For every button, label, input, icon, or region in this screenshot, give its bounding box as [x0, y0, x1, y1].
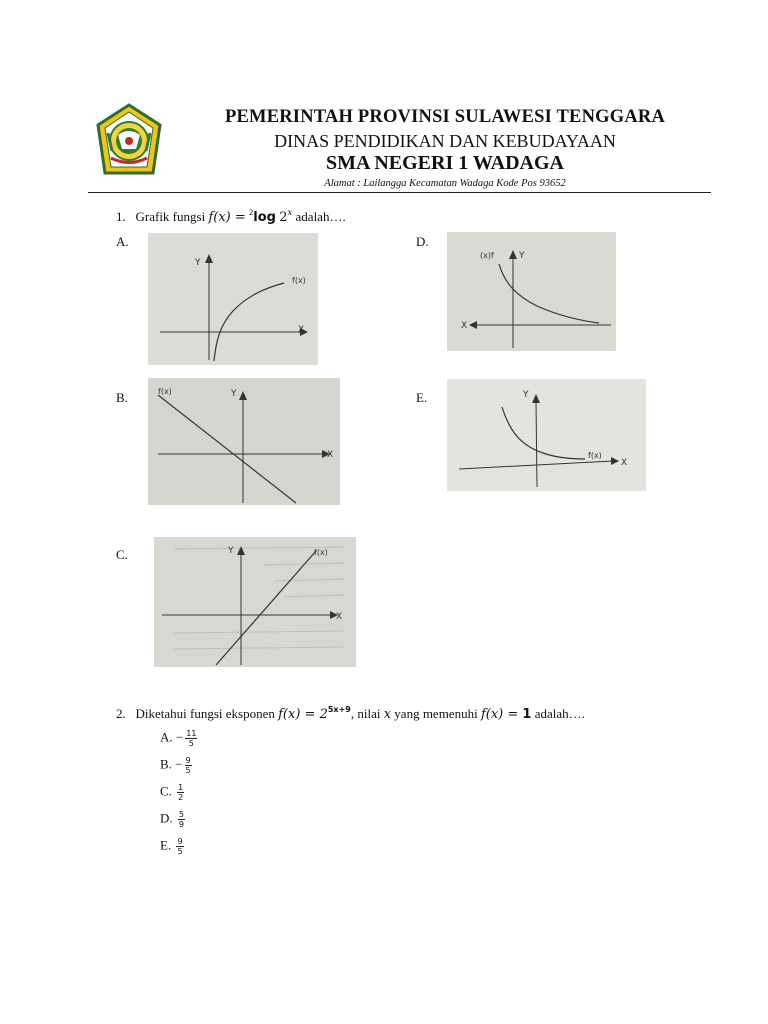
log-arg-exponent: x: [287, 208, 293, 218]
question-number: 2.: [116, 706, 126, 721]
denominator: 5: [185, 766, 191, 775]
question-mid: , nilai: [350, 706, 381, 721]
question-prefix: Grafik fungsi: [135, 209, 206, 224]
x-axis-arrow: [611, 457, 619, 465]
q2-option-c[interactable]: [160, 783, 184, 802]
q1-option-d-letter[interactable]: D.: [416, 234, 429, 249]
graph-e[interactable]: [447, 379, 646, 491]
option-letter: D.: [160, 810, 173, 826]
graph-a[interactable]: [148, 233, 318, 365]
y-axis-label: Y: [519, 251, 525, 261]
question-mid-2: yang memenuhi: [394, 706, 478, 721]
option-letter: B.: [160, 756, 172, 772]
x-axis-label: X: [621, 458, 628, 468]
header-divider: [88, 192, 711, 193]
option-fraction: [185, 729, 197, 748]
q1-option-e-letter[interactable]: E.: [416, 390, 428, 405]
y-axis-label: Y: [228, 546, 234, 556]
header-department: DINAS PENDIDIKAN DAN KEBUDAYAAN: [274, 131, 616, 151]
q1-option-b-letter[interactable]: B.: [116, 390, 128, 405]
function-label: f(x): [588, 451, 602, 460]
numerator: 11: [186, 729, 197, 738]
x-axis-label: X: [336, 612, 343, 622]
y-axis-arrow: [237, 546, 245, 555]
graph-b[interactable]: [148, 378, 340, 505]
option-letter: E.: [160, 837, 172, 853]
condition: f(x) =: [480, 707, 523, 722]
function-curve: [214, 283, 284, 361]
question-suffix: adalah….: [295, 209, 346, 224]
function-label: (x)f: [480, 251, 494, 260]
y-axis: [536, 401, 537, 487]
option-sign: −: [175, 756, 183, 772]
log-word: log: [253, 210, 276, 225]
denominator: 9: [178, 820, 184, 829]
x-axis-label: X: [461, 321, 468, 331]
q2-option-b[interactable]: [160, 756, 192, 775]
numerator: 1: [178, 783, 184, 792]
x-axis-arrow: [469, 321, 477, 329]
function-curve: [502, 407, 585, 459]
q2-option-d[interactable]: [160, 810, 185, 829]
q1-option-c-letter[interactable]: C.: [116, 547, 128, 562]
variable: x: [383, 707, 392, 722]
option-sign: −: [175, 729, 184, 745]
option-fraction: [176, 837, 183, 856]
denominator: 2: [178, 793, 184, 802]
x-axis: [459, 461, 613, 469]
bleed-through-text: [174, 547, 344, 649]
header-address: Alamat : Lailangga Kecamatan Wadaga Kode Pos 93652: [324, 178, 566, 189]
log-arg-base: 2: [279, 210, 288, 225]
graph-c[interactable]: [154, 537, 356, 667]
q2-option-e[interactable]: [160, 837, 184, 856]
x-axis-label: X: [298, 325, 305, 335]
option-letter: C.: [160, 783, 172, 799]
condition-value: 1: [522, 707, 532, 722]
x-axis-label: X: [327, 450, 334, 460]
header-province: PEMERINTAH PROVINSI SULAWESI TENGGARA: [225, 107, 665, 127]
numerator: 9: [185, 756, 191, 765]
question-1: [116, 209, 346, 225]
y-axis-label: Y: [231, 389, 237, 399]
q2-option-a[interactable]: [160, 729, 197, 748]
option-letter: A.: [160, 729, 173, 745]
question-number: 1.: [116, 209, 126, 224]
school-logo: [96, 103, 162, 179]
numerator: 9: [177, 837, 183, 846]
y-axis-arrow: [532, 394, 540, 403]
denominator: 5: [188, 739, 194, 748]
y-axis-label: Y: [195, 258, 201, 268]
function-label: f(x): [158, 387, 172, 396]
function-line: [158, 395, 296, 503]
q1-option-a-letter[interactable]: A.: [116, 234, 129, 249]
y-axis-arrow: [239, 391, 247, 400]
graph-d[interactable]: [447, 232, 616, 351]
header-school-name: SMA NEGERI 1 WADAGA: [326, 152, 564, 174]
denominator: 5: [177, 847, 183, 856]
y-axis-label: Y: [523, 390, 529, 400]
option-fraction: [185, 756, 192, 775]
function-notation: f(x) = 2: [278, 707, 328, 722]
question-prefix: Diketahui fungsi eksponen: [135, 706, 275, 721]
numerator: 5: [178, 810, 184, 819]
function-notation: f(x) =: [208, 210, 246, 225]
exponent: 5x+9: [327, 705, 351, 714]
y-axis-arrow: [509, 250, 517, 259]
question-2: [116, 706, 585, 722]
function-label: f(x): [292, 276, 306, 285]
option-fraction: [177, 783, 184, 802]
function-label: f(x): [314, 548, 328, 557]
y-axis-arrow: [205, 254, 213, 263]
log-base: 2: [249, 207, 254, 217]
option-fraction: [178, 810, 185, 829]
function-curve: [499, 264, 599, 323]
question-suffix: adalah….: [534, 706, 585, 721]
